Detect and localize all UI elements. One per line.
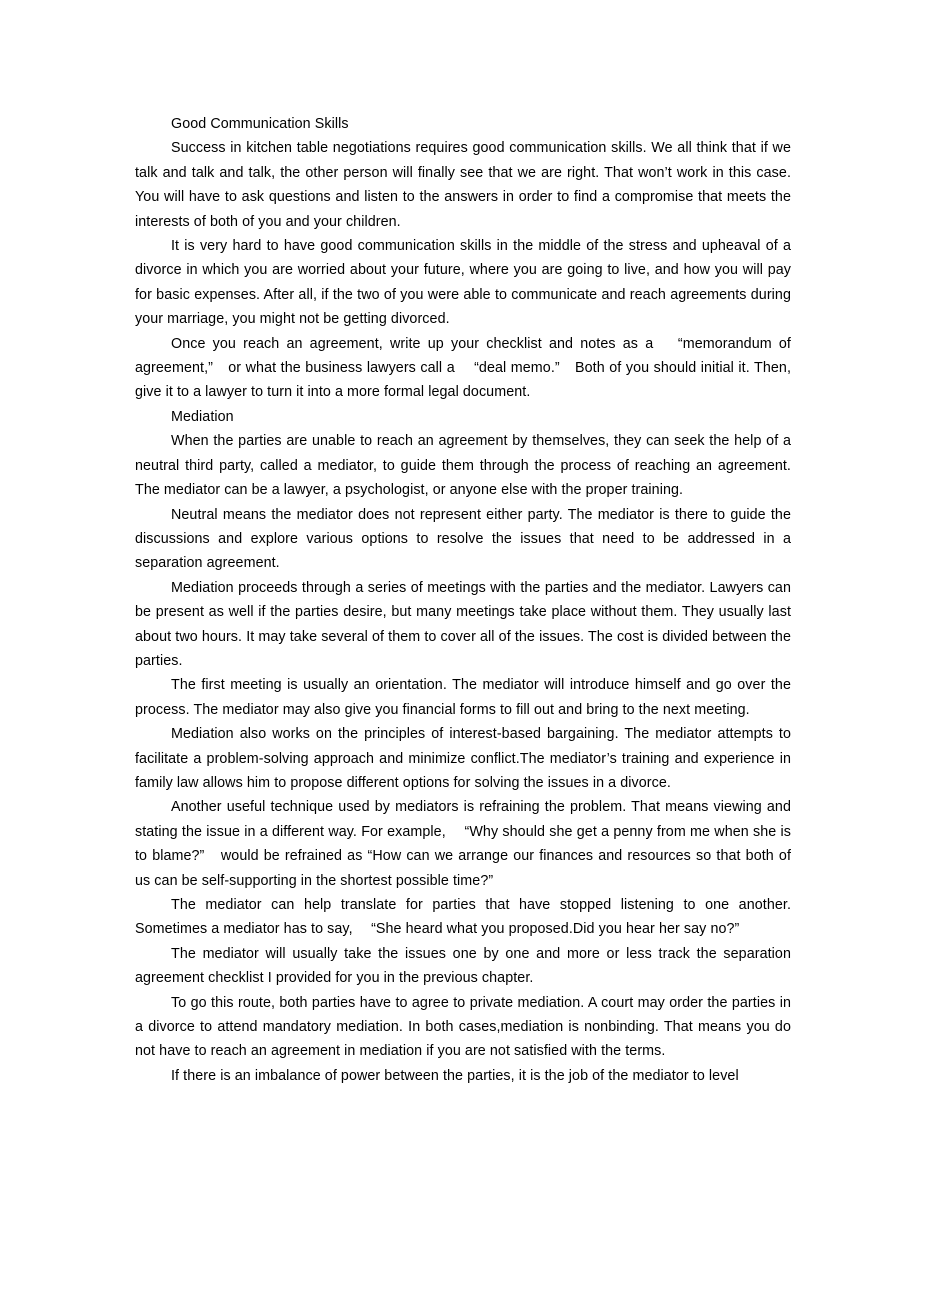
section-heading: Mediation	[171, 408, 234, 425]
paragraph: To go this route, both parties have to agree to private mediation. A court may order the parties in a divorce to attend mandatory mediation. In both cases,mediation is nonbinding. That means you do not have to reach an agreement in mediation if you are not satisfied with the terms.	[135, 994, 791, 1060]
paragraph: If there is an imbalance of power between the parties, it is the job of the mediator to level	[171, 1067, 739, 1084]
paragraph: Mediation also works on the principles of interest-based bargaining. The mediator attempts to facilitate a problem-solving approach and minimize conflict.The mediator’s training and experience in family law allows him to propose different options for solving the issues in a divorce.	[135, 726, 791, 791]
paragraph: Mediation proceeds through a series of meetings with the parties and the mediator. Lawyers can be present as well if the parties desire, but many meetings take place without them. They usually last about two hours. It may take several of them to cover all of the issues. The cost is divided between the parties.	[135, 579, 791, 669]
document-body	[135, 112, 791, 1088]
paragraph: Once you reach an agreement, write up your checklist and notes as a “memorandum of agreement,” or what the business lawyers call a “deal memo.” Both of you should initial it. Then, give it to a lawyer to turn it into a more formal legal document.	[135, 335, 791, 401]
paragraph: Neutral means the mediator does not represent either party. The mediator is there to guide the discussions and explore various options to resolve the issues that need to be addressed in a separation agreement.	[135, 506, 791, 572]
paragraph: Success in kitchen table negotiations requires good communication skills. We all think that if we talk and talk and talk, the other person will finally see that we are right. That won’t work in this case. You will have to ask questions and listen to the answers in order to find a compromise that meets the interests of both of you and your children.	[135, 140, 791, 230]
paragraph: The mediator will usually take the issues one by one and more or less track the separation agreement checklist I provided for you in the previous chapter.	[135, 945, 791, 987]
paragraph: The mediator can help translate for parties that have stopped listening to one another. Sometimes a mediator has to say, “She heard what you proposed.Did you hear her say no?”	[135, 897, 791, 938]
section-heading: Good Communication Skills	[171, 116, 349, 132]
paragraph: It is very hard to have good communication skills in the middle of the stress and upheaval of a divorce in which you are worried about your future, where you are going to live, and how you will pay for basic expenses. After all, if the two of you were able to communicate and reach agreements during your marriage, you might not be getting divorced.	[135, 238, 791, 328]
paragraph: The first meeting is usually an orientation. The mediator will introduce himself and go over the process. The mediator may also give you financial forms to fill out and bring to the next meeting.	[135, 677, 791, 718]
paragraph: Another useful technique used by mediators is refraining the problem. That means viewing and stating the issue in a different way. For example, “Why should she get a penny from me when she is to blame?” would be refrained as “How can we arrange our finances and resources so that both of us can be self-supporting in the shortest possible time?”	[135, 799, 791, 889]
paragraph: When the parties are unable to reach an agreement by themselves, they can seek the help of a neutral third party, called a mediator, to guide them through the process of reaching an agreement. The mediator can be a lawyer, a psychologist, or anyone else with the proper training.	[135, 433, 791, 499]
